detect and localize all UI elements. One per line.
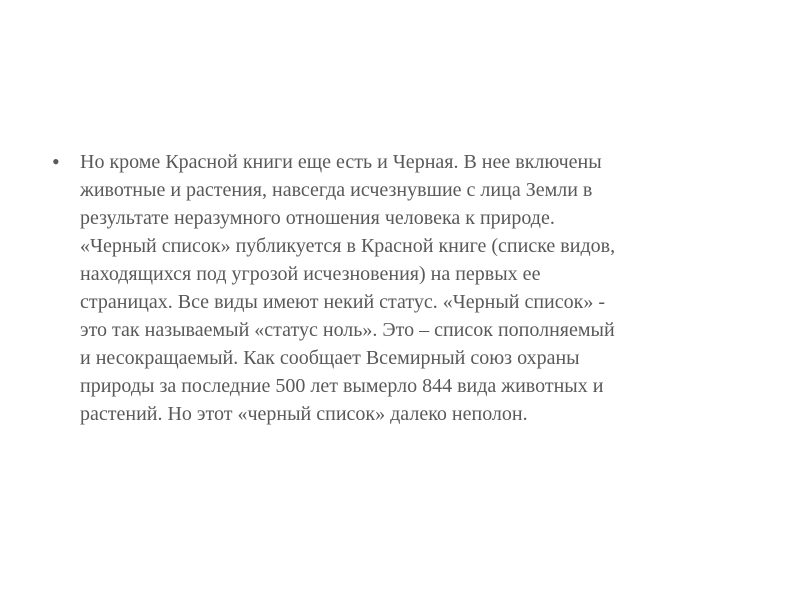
- paragraph-line: страницах. Все виды имеют некий статус. «Черный список» -: [80, 291, 606, 313]
- bullet-icon: •: [52, 149, 60, 174]
- paragraph: [80, 148, 762, 428]
- paragraph-line: растений. Но этот «черный список» далеко неполон.: [80, 403, 528, 425]
- paragraph-line: и несокращаемый. Как сообщает Всемирный союз охраны: [80, 347, 580, 369]
- paragraph-line: «Черный список» публикуется в Красной книге (списке видов,: [80, 235, 616, 257]
- bullet-list: [52, 148, 762, 428]
- paragraph-line: это так называемый «статус ноль». Это – список пополняемый: [80, 319, 615, 341]
- paragraph-line: животные и растения, навсегда исчезнувшие с лица Земли в: [80, 179, 593, 201]
- paragraph-line: результате неразумного отношения человека к природе.: [80, 207, 555, 229]
- bullet-item: [52, 148, 762, 428]
- paragraph-line: природы за последние 500 лет вымерло 844 вида животных и: [80, 375, 604, 397]
- paragraph-line: Но кроме Красной книги еще есть и Черная. В нее включены: [80, 151, 602, 173]
- slide-body: [52, 148, 762, 428]
- paragraph-line: находящихся под угрозой исчезновения) на первых ее: [80, 263, 541, 285]
